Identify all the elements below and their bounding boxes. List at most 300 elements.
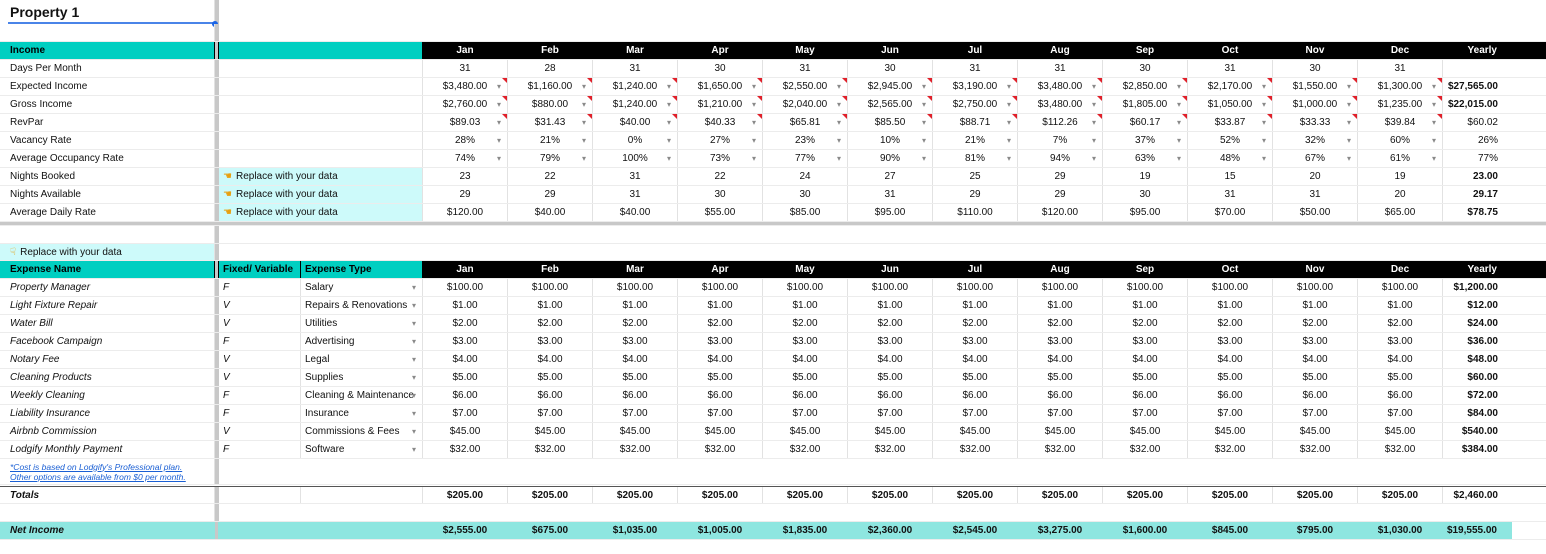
month-cell[interactable]: $100.00 <box>678 279 763 296</box>
month-header[interactable]: Dec <box>1358 42 1443 59</box>
month-cell[interactable]: $45.00 <box>1018 423 1103 440</box>
month-cell[interactable]: 21% ▾ <box>508 132 593 149</box>
month-cell[interactable]: $32.00 <box>593 441 678 458</box>
month-cell[interactable]: $1.00 <box>423 297 508 314</box>
month-cell[interactable]: $6.00 <box>1188 387 1273 404</box>
month-cell[interactable]: 31 <box>1188 60 1273 77</box>
income-row-label[interactable]: Nights Available <box>0 186 215 203</box>
yearly-cell[interactable]: 26% <box>1477 135 1498 146</box>
month-header[interactable]: Mar <box>593 261 678 278</box>
month-cell[interactable]: 77% ▾ <box>763 150 848 167</box>
month-cell[interactable]: $45.00 <box>1273 423 1358 440</box>
month-cell[interactable]: $7.00 <box>933 405 1018 422</box>
month-cell[interactable]: $7.00 <box>1273 405 1358 422</box>
month-cell[interactable]: $2.00 <box>763 315 848 332</box>
month-cell[interactable]: $3.00 <box>1188 333 1273 350</box>
yearly-cell[interactable]: $1,200.00 <box>1453 282 1498 293</box>
month-cell[interactable]: $100.00 <box>1018 279 1103 296</box>
month-cell[interactable]: $2,360.00 <box>848 522 933 539</box>
blank-cell[interactable] <box>219 522 301 539</box>
income-row-label[interactable]: Expected Income <box>0 78 215 95</box>
month-cell[interactable]: $1.00 <box>933 297 1018 314</box>
expense-name[interactable]: Weekly Cleaning <box>0 387 215 404</box>
month-cell[interactable]: $3,480.00 ▾ <box>1018 96 1103 113</box>
month-header[interactable]: Jun <box>848 261 933 278</box>
expense-name[interactable]: Property Manager <box>0 279 215 296</box>
note-cell[interactable] <box>219 204 423 221</box>
month-header[interactable]: Sep <box>1103 261 1188 278</box>
month-cell[interactable]: 31 <box>1018 60 1103 77</box>
month-cell[interactable]: $33.87 ▾ <box>1188 114 1273 131</box>
yearly-cell[interactable]: $84.00 <box>1467 408 1498 419</box>
month-cell[interactable]: $4.00 <box>763 351 848 368</box>
yearly-header[interactable]: Yearly <box>1443 261 1512 278</box>
month-cell[interactable]: $845.00 <box>1188 522 1273 539</box>
month-cell[interactable]: 31 <box>1358 60 1443 77</box>
month-cell[interactable]: $4.00 <box>1103 351 1188 368</box>
month-cell[interactable]: $1,650.00 ▾ <box>678 78 763 95</box>
month-cell[interactable]: $205.00 <box>1103 487 1188 503</box>
month-cell[interactable]: $60.17 ▾ <box>1103 114 1188 131</box>
month-cell[interactable]: $4.00 <box>1358 351 1443 368</box>
fixed-variable-cell[interactable]: V <box>219 351 301 368</box>
month-cell[interactable]: $3.00 <box>508 333 593 350</box>
month-cell[interactable]: $100.00 <box>1103 279 1188 296</box>
expense-note-cell[interactable] <box>0 244 215 260</box>
expense-type-select[interactable]: Repairs & Renovations ▾ <box>301 297 423 314</box>
month-cell[interactable]: $55.00 <box>678 204 763 221</box>
month-cell[interactable]: $2.00 <box>1018 315 1103 332</box>
month-cell[interactable]: $32.00 <box>1103 441 1188 458</box>
month-cell[interactable]: $32.00 <box>848 441 933 458</box>
month-cell[interactable]: 22 <box>508 168 593 185</box>
month-cell[interactable]: $100.00 <box>763 279 848 296</box>
month-cell[interactable]: 31 <box>1188 186 1273 203</box>
month-cell[interactable]: $100.00 <box>848 279 933 296</box>
month-cell[interactable]: $5.00 <box>763 369 848 386</box>
month-cell[interactable]: $1.00 <box>1018 297 1103 314</box>
month-cell[interactable]: $7.00 <box>1188 405 1273 422</box>
month-cell[interactable]: $5.00 <box>678 369 763 386</box>
month-cell[interactable]: 27% ▾ <box>678 132 763 149</box>
month-cell[interactable]: $1,300.00 ▾ <box>1358 78 1443 95</box>
month-cell[interactable]: $100.00 <box>593 279 678 296</box>
month-cell[interactable]: $32.00 <box>1018 441 1103 458</box>
month-cell[interactable]: $205.00 <box>1018 487 1103 503</box>
month-cell[interactable]: $205.00 <box>678 487 763 503</box>
month-header[interactable]: Oct <box>1188 261 1273 278</box>
note-cell[interactable] <box>219 132 423 149</box>
month-cell[interactable]: $205.00 <box>1358 487 1443 503</box>
month-cell[interactable]: $70.00 <box>1188 204 1273 221</box>
month-cell[interactable]: $2.00 <box>1273 315 1358 332</box>
month-cell[interactable]: $88.71 ▾ <box>933 114 1018 131</box>
month-cell[interactable]: $205.00 <box>593 487 678 503</box>
expense-type-select[interactable]: Software ▾ <box>301 441 423 458</box>
month-cell[interactable]: 29 <box>423 186 508 203</box>
month-cell[interactable]: 37% ▾ <box>1103 132 1188 149</box>
blank-cell[interactable] <box>0 226 215 243</box>
month-cell[interactable]: $5.00 <box>1103 369 1188 386</box>
month-header[interactable]: Oct <box>1188 42 1273 59</box>
yearly-cell[interactable]: $60.00 <box>1467 372 1498 383</box>
month-cell[interactable]: 28% ▾ <box>423 132 508 149</box>
month-cell[interactable]: $50.00 <box>1273 204 1358 221</box>
month-cell[interactable]: $6.00 <box>1018 387 1103 404</box>
month-cell[interactable]: 30 <box>848 60 933 77</box>
month-cell[interactable]: $3.00 <box>763 333 848 350</box>
month-cell[interactable]: $45.00 <box>848 423 933 440</box>
month-cell[interactable]: $120.00 <box>1018 204 1103 221</box>
month-cell[interactable]: $4.00 <box>593 351 678 368</box>
blank-cell[interactable] <box>301 487 423 503</box>
month-cell[interactable]: $6.00 <box>508 387 593 404</box>
month-cell[interactable]: $45.00 <box>678 423 763 440</box>
month-cell[interactable]: $6.00 <box>678 387 763 404</box>
month-cell[interactable]: 30 <box>1103 60 1188 77</box>
month-cell[interactable]: 23% ▾ <box>763 132 848 149</box>
fixed-variable-cell[interactable]: F <box>219 333 301 350</box>
month-cell[interactable]: $1,035.00 <box>593 522 678 539</box>
month-cell[interactable]: $5.00 <box>593 369 678 386</box>
month-header[interactable]: Jul <box>933 261 1018 278</box>
month-cell[interactable]: 24 <box>763 168 848 185</box>
month-cell[interactable]: $6.00 <box>848 387 933 404</box>
pricing-link-line1[interactable]: *Cost is based on Lodgify's Professional plan. <box>10 461 183 472</box>
yearly-cell[interactable]: $48.00 <box>1467 354 1498 365</box>
expense-type-select[interactable]: Commissions & Fees ▾ <box>301 423 423 440</box>
month-cell[interactable]: $1,210.00 ▾ <box>678 96 763 113</box>
blank-cell[interactable] <box>219 487 301 503</box>
note-cell[interactable] <box>219 78 423 95</box>
month-cell[interactable]: 31 <box>1273 186 1358 203</box>
month-cell[interactable]: $7.00 <box>848 405 933 422</box>
month-cell[interactable]: $3.00 <box>1273 333 1358 350</box>
month-header[interactable]: Sep <box>1103 42 1188 59</box>
month-cell[interactable]: 63% ▾ <box>1103 150 1188 167</box>
month-cell[interactable]: $2.00 <box>1103 315 1188 332</box>
month-cell[interactable]: 31 <box>763 60 848 77</box>
fixed-variable-header[interactable]: Fixed/ Variable <box>219 261 301 278</box>
month-cell[interactable]: $100.00 <box>1358 279 1443 296</box>
month-header[interactable]: Jan <box>423 42 508 59</box>
month-header[interactable]: Jun <box>848 42 933 59</box>
month-cell[interactable]: $3.00 <box>1018 333 1103 350</box>
month-cell[interactable]: $2,750.00 ▾ <box>933 96 1018 113</box>
month-cell[interactable]: $2,565.00 ▾ <box>848 96 933 113</box>
yearly-cell[interactable]: $22,015.00 <box>1447 99 1498 110</box>
month-header[interactable]: Jan <box>423 261 508 278</box>
month-cell[interactable]: $2.00 <box>593 315 678 332</box>
month-cell[interactable]: $3.00 <box>423 333 508 350</box>
month-cell[interactable]: 29 <box>508 186 593 203</box>
month-cell[interactable]: 31 <box>848 186 933 203</box>
month-cell[interactable]: $2.00 <box>848 315 933 332</box>
month-cell[interactable]: $1.00 <box>678 297 763 314</box>
month-cell[interactable]: $5.00 <box>1188 369 1273 386</box>
month-cell[interactable]: 31 <box>593 168 678 185</box>
yearly-cell[interactable]: $384.00 <box>1461 444 1498 455</box>
month-header[interactable]: Mar <box>593 42 678 59</box>
expense-type-select[interactable]: Advertising ▾ <box>301 333 423 350</box>
expense-name-header[interactable]: Expense Name <box>0 261 215 278</box>
month-cell[interactable]: 27 <box>848 168 933 185</box>
expense-name[interactable]: Liability Insurance <box>0 405 215 422</box>
blank-cell[interactable] <box>301 522 423 539</box>
month-cell[interactable]: $3.00 <box>933 333 1018 350</box>
month-cell[interactable]: $1.00 <box>763 297 848 314</box>
month-cell[interactable]: $1.00 <box>508 297 593 314</box>
month-cell[interactable]: $3.00 <box>1358 333 1443 350</box>
month-cell[interactable]: $2.00 <box>508 315 593 332</box>
month-cell[interactable]: $2.00 <box>933 315 1018 332</box>
month-cell[interactable]: $65.00 <box>1358 204 1443 221</box>
month-cell[interactable]: $32.00 <box>423 441 508 458</box>
income-row-label[interactable]: Average Occupancy Rate <box>0 150 215 167</box>
yearly-cell[interactable]: $12.00 <box>1467 300 1498 311</box>
month-cell[interactable]: $31.43 ▾ <box>508 114 593 131</box>
yearly-cell[interactable]: $36.00 <box>1467 336 1498 347</box>
month-header[interactable]: Nov <box>1273 261 1358 278</box>
month-cell[interactable]: $89.03 ▾ <box>423 114 508 131</box>
month-cell[interactable]: $39.84 ▾ <box>1358 114 1443 131</box>
month-cell[interactable]: 81% ▾ <box>933 150 1018 167</box>
month-cell[interactable]: 48% ▾ <box>1188 150 1273 167</box>
expense-name[interactable]: Lodgify Monthly Payment <box>0 441 215 458</box>
month-cell[interactable]: $40.33 ▾ <box>678 114 763 131</box>
month-cell[interactable]: $4.00 <box>1018 351 1103 368</box>
month-cell[interactable]: $1,160.00 ▾ <box>508 78 593 95</box>
fixed-variable-cell[interactable]: F <box>219 279 301 296</box>
month-cell[interactable]: 73% ▾ <box>678 150 763 167</box>
expense-name[interactable]: Water Bill <box>0 315 215 332</box>
month-cell[interactable]: 30 <box>1273 60 1358 77</box>
month-header[interactable]: Aug <box>1018 261 1103 278</box>
month-cell[interactable]: $4.00 <box>678 351 763 368</box>
yearly-cell[interactable]: $24.00 <box>1467 318 1498 329</box>
income-row-label[interactable]: Average Daily Rate <box>0 204 215 221</box>
month-cell[interactable]: $100.00 <box>1188 279 1273 296</box>
yearly-cell[interactable] <box>1443 60 1512 77</box>
month-cell[interactable]: $205.00 <box>1188 487 1273 503</box>
month-cell[interactable]: $205.00 <box>763 487 848 503</box>
month-cell[interactable]: $795.00 <box>1273 522 1358 539</box>
yearly-cell[interactable]: 77% <box>1477 153 1498 164</box>
month-cell[interactable]: $2,545.00 <box>933 522 1018 539</box>
month-cell[interactable]: $1,240.00 ▾ <box>593 78 678 95</box>
month-cell[interactable]: $3,275.00 <box>1018 522 1103 539</box>
month-cell[interactable]: $6.00 <box>423 387 508 404</box>
fixed-variable-cell[interactable]: F <box>219 405 301 422</box>
month-cell[interactable]: $1,600.00 <box>1103 522 1188 539</box>
month-cell[interactable]: 29 <box>1018 168 1103 185</box>
month-cell[interactable]: $1.00 <box>1103 297 1188 314</box>
expense-type-select[interactable]: Salary ▾ <box>301 279 423 296</box>
month-cell[interactable]: $1,000.00 ▾ <box>1273 96 1358 113</box>
expense-type-select[interactable]: Utilities ▾ <box>301 315 423 332</box>
month-cell[interactable]: $205.00 <box>423 487 508 503</box>
month-cell[interactable]: $2.00 <box>678 315 763 332</box>
month-cell[interactable]: $5.00 <box>1018 369 1103 386</box>
month-cell[interactable]: 10% ▾ <box>848 132 933 149</box>
month-cell[interactable]: $6.00 <box>933 387 1018 404</box>
month-cell[interactable]: $32.00 <box>678 441 763 458</box>
month-cell[interactable]: $1,005.00 <box>678 522 763 539</box>
month-cell[interactable]: $45.00 <box>1103 423 1188 440</box>
month-cell[interactable]: $205.00 <box>933 487 1018 503</box>
month-cell[interactable]: $95.00 <box>1103 204 1188 221</box>
month-cell[interactable]: 15 <box>1188 168 1273 185</box>
month-cell[interactable]: $45.00 <box>593 423 678 440</box>
net-income-label[interactable]: Net Income <box>0 522 215 539</box>
yearly-cell[interactable]: $2,460.00 <box>1453 489 1498 501</box>
month-cell[interactable]: $32.00 <box>1358 441 1443 458</box>
month-cell[interactable]: 29 <box>933 186 1018 203</box>
month-cell[interactable]: $110.00 <box>933 204 1018 221</box>
month-cell[interactable]: 29 <box>1018 186 1103 203</box>
month-cell[interactable]: 20 <box>1358 186 1443 203</box>
month-cell[interactable]: $2.00 <box>1188 315 1273 332</box>
month-cell[interactable]: $7.00 <box>1358 405 1443 422</box>
month-cell[interactable]: 94% ▾ <box>1018 150 1103 167</box>
month-cell[interactable]: $95.00 <box>848 204 933 221</box>
month-cell[interactable]: $3.00 <box>1103 333 1188 350</box>
totals-label[interactable]: Totals <box>0 487 215 503</box>
yearly-cell[interactable]: $27,565.00 <box>1447 81 1498 92</box>
month-cell[interactable]: $3.00 <box>593 333 678 350</box>
expense-type-header[interactable]: Expense Type <box>301 261 423 278</box>
month-cell[interactable]: 21% ▾ <box>933 132 1018 149</box>
month-cell[interactable]: $100.00 <box>933 279 1018 296</box>
month-cell[interactable]: $2,550.00 ▾ <box>763 78 848 95</box>
month-cell[interactable]: $7.00 <box>508 405 593 422</box>
month-header[interactable]: Jul <box>933 42 1018 59</box>
note-cell[interactable] <box>219 150 423 167</box>
month-cell[interactable]: 19 <box>1358 168 1443 185</box>
month-cell[interactable]: $45.00 <box>933 423 1018 440</box>
note-cell[interactable] <box>219 186 423 203</box>
month-cell[interactable]: $40.00 <box>593 204 678 221</box>
pricing-link-line2[interactable]: Other options are available from $0 per month. <box>10 471 186 482</box>
month-cell[interactable]: 30 <box>1103 186 1188 203</box>
month-cell[interactable]: $1,050.00 ▾ <box>1188 96 1273 113</box>
month-cell[interactable]: $32.00 <box>1188 441 1273 458</box>
month-cell[interactable]: $205.00 <box>848 487 933 503</box>
month-cell[interactable]: $4.00 <box>933 351 1018 368</box>
month-cell[interactable]: $5.00 <box>508 369 593 386</box>
month-cell[interactable]: $1,240.00 ▾ <box>593 96 678 113</box>
month-cell[interactable]: 100% ▾ <box>593 150 678 167</box>
month-cell[interactable]: $32.00 <box>933 441 1018 458</box>
month-cell[interactable]: 31 <box>593 60 678 77</box>
month-cell[interactable]: $5.00 <box>933 369 1018 386</box>
month-cell[interactable]: 22 <box>678 168 763 185</box>
month-cell[interactable]: 32% ▾ <box>1273 132 1358 149</box>
month-header[interactable]: May <box>763 42 848 59</box>
month-cell[interactable]: $2.00 <box>423 315 508 332</box>
month-cell[interactable]: $32.00 <box>1273 441 1358 458</box>
month-cell[interactable]: 61% ▾ <box>1358 150 1443 167</box>
month-cell[interactable]: $1,235.00 ▾ <box>1358 96 1443 113</box>
month-cell[interactable]: $5.00 <box>1358 369 1443 386</box>
month-cell[interactable]: $1.00 <box>1358 297 1443 314</box>
month-cell[interactable]: 74% ▾ <box>423 150 508 167</box>
income-row-label[interactable]: RevPar <box>0 114 215 131</box>
month-header[interactable]: Feb <box>508 42 593 59</box>
income-row-label[interactable]: Days Per Month <box>0 60 215 77</box>
month-cell[interactable]: $45.00 <box>1188 423 1273 440</box>
month-cell[interactable]: $3,480.00 ▾ <box>423 78 508 95</box>
month-cell[interactable]: $4.00 <box>423 351 508 368</box>
expense-type-select[interactable]: Supplies ▾ <box>301 369 423 386</box>
month-cell[interactable]: $7.00 <box>678 405 763 422</box>
month-cell[interactable]: $1.00 <box>1273 297 1358 314</box>
month-cell[interactable]: $5.00 <box>423 369 508 386</box>
income-header[interactable]: Income <box>0 42 215 59</box>
yearly-cell[interactable]: $60.02 <box>1467 117 1498 128</box>
month-cell[interactable]: $5.00 <box>848 369 933 386</box>
month-cell[interactable]: $6.00 <box>763 387 848 404</box>
month-cell[interactable]: $2,040.00 ▾ <box>763 96 848 113</box>
yearly-cell[interactable]: 29.17 <box>1472 189 1498 200</box>
income-row-label[interactable]: Nights Booked <box>0 168 215 185</box>
month-cell[interactable]: 23 <box>423 168 508 185</box>
month-cell[interactable]: 7% ▾ <box>1018 132 1103 149</box>
month-cell[interactable]: $33.33 ▾ <box>1273 114 1358 131</box>
expense-name[interactable]: Airbnb Commission <box>0 423 215 440</box>
month-cell[interactable]: $100.00 <box>423 279 508 296</box>
month-cell[interactable]: $6.00 <box>1273 387 1358 404</box>
blank-cell[interactable] <box>0 504 215 521</box>
month-cell[interactable]: 31 <box>933 60 1018 77</box>
footnote-cell[interactable] <box>0 459 215 484</box>
month-cell[interactable]: $4.00 <box>848 351 933 368</box>
month-cell[interactable]: $4.00 <box>1188 351 1273 368</box>
month-header[interactable]: May <box>763 261 848 278</box>
month-cell[interactable]: $205.00 <box>508 487 593 503</box>
month-cell[interactable]: 28 <box>508 60 593 77</box>
fixed-variable-cell[interactable]: F <box>219 387 301 404</box>
month-cell[interactable]: $2,170.00 ▾ <box>1188 78 1273 95</box>
income-header-blank[interactable] <box>219 42 423 59</box>
month-cell[interactable]: $3,480.00 ▾ <box>1018 78 1103 95</box>
sheet-title[interactable]: Property 1 <box>0 0 215 24</box>
month-cell[interactable]: $120.00 <box>423 204 508 221</box>
yearly-cell[interactable]: 23.00 <box>1472 171 1498 182</box>
month-cell[interactable]: $85.50 ▾ <box>848 114 933 131</box>
fixed-variable-cell[interactable]: V <box>219 423 301 440</box>
month-cell[interactable]: $112.26 ▾ <box>1018 114 1103 131</box>
month-cell[interactable]: 20 <box>1273 168 1358 185</box>
month-cell[interactable]: $32.00 <box>763 441 848 458</box>
month-cell[interactable]: $45.00 <box>423 423 508 440</box>
month-cell[interactable]: $1,835.00 <box>763 522 848 539</box>
note-cell[interactable] <box>219 168 423 185</box>
month-cell[interactable]: $45.00 <box>1358 423 1443 440</box>
month-cell[interactable]: $205.00 <box>1273 487 1358 503</box>
month-cell[interactable]: $100.00 <box>508 279 593 296</box>
month-cell[interactable]: $6.00 <box>593 387 678 404</box>
month-cell[interactable]: $4.00 <box>508 351 593 368</box>
fixed-variable-cell[interactable]: F <box>219 441 301 458</box>
month-cell[interactable]: $45.00 <box>763 423 848 440</box>
month-cell[interactable]: $1.00 <box>593 297 678 314</box>
month-cell[interactable]: $3.00 <box>678 333 763 350</box>
month-cell[interactable]: $2,850.00 ▾ <box>1103 78 1188 95</box>
month-cell[interactable]: $100.00 <box>1273 279 1358 296</box>
month-cell[interactable]: 90% ▾ <box>848 150 933 167</box>
fixed-variable-cell[interactable]: V <box>219 369 301 386</box>
